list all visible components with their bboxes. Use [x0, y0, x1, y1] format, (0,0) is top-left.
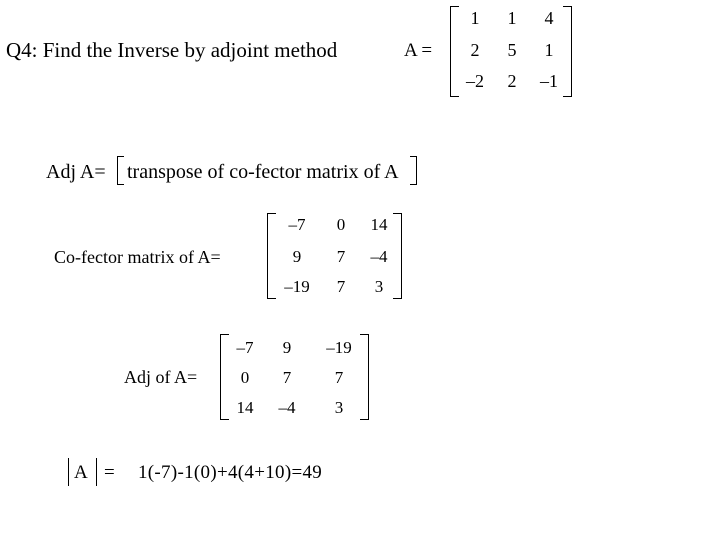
- cofactor-cell: 14: [370, 215, 388, 234]
- matrix-a-name: A =: [404, 40, 433, 61]
- determinant-equals: =: [104, 462, 115, 483]
- matrix-a-left-bracket: [450, 6, 459, 97]
- matrix-a-right-bracket: [563, 6, 572, 97]
- determinant-left-bar: [68, 458, 69, 486]
- determinant-expression: 1(-7)-1(0)+4(4+10)=49: [138, 462, 323, 483]
- matrix-a-cell: 4: [544, 8, 554, 28]
- determinant-symbol: A: [74, 462, 88, 483]
- matrix-a-cell: –1: [540, 71, 558, 91]
- adjoint-cell: –7: [236, 338, 254, 357]
- adj-definition-left-bracket: [117, 156, 124, 185]
- adjoint-matrix: [220, 334, 369, 420]
- cofactor-cell: 3: [374, 277, 384, 296]
- matrix-a-cell: –2: [466, 71, 484, 91]
- cofactor-matrix: [267, 213, 402, 299]
- matrix-a-cell: 5: [507, 40, 517, 60]
- adjoint-cell: 3: [334, 398, 344, 417]
- question-label: Q4: Find the Inverse by adjoint method: [6, 38, 338, 62]
- cofactor-label: Co-fector matrix of A=: [54, 247, 221, 267]
- adjoint-cell: –4: [278, 398, 296, 417]
- adjoint-cell: 7: [282, 368, 292, 387]
- adj-definition-prefix: Adj A=: [46, 161, 106, 183]
- cofactor-cell: 0: [336, 215, 346, 234]
- adjoint-label: Adj of A=: [124, 367, 198, 387]
- adj-definition-box: [117, 156, 417, 185]
- adjoint-cell: 9: [282, 338, 292, 357]
- cofactor-cell: –4: [370, 247, 388, 266]
- adjoint-cell: 7: [334, 368, 344, 387]
- matrix-a: [450, 6, 572, 97]
- adjoint-right-bracket: [360, 334, 369, 420]
- adjoint-cell: –19: [326, 338, 352, 357]
- matrix-a-cell: 2: [507, 71, 517, 91]
- matrix-a-cell: 2: [470, 40, 480, 60]
- matrix-a-cell: 1: [507, 8, 517, 28]
- cofactor-cell: 7: [336, 277, 346, 296]
- cofactor-cell: 7: [336, 247, 346, 266]
- adjoint-cell: 14: [236, 398, 254, 417]
- adjoint-cell: 0: [240, 368, 250, 387]
- determinant-right-bar: [96, 458, 97, 486]
- cofactor-cell: –7: [288, 215, 306, 234]
- matrix-a-cell: 1: [470, 8, 480, 28]
- adj-definition-right-bracket: [410, 156, 417, 185]
- cofactor-cell: –19: [284, 277, 310, 296]
- cofactor-left-bracket: [267, 213, 276, 299]
- cofactor-cell: 9: [292, 247, 302, 266]
- adj-definition-content: transpose of co-fector matrix of A: [127, 161, 399, 183]
- matrix-a-cell: 1: [544, 40, 554, 60]
